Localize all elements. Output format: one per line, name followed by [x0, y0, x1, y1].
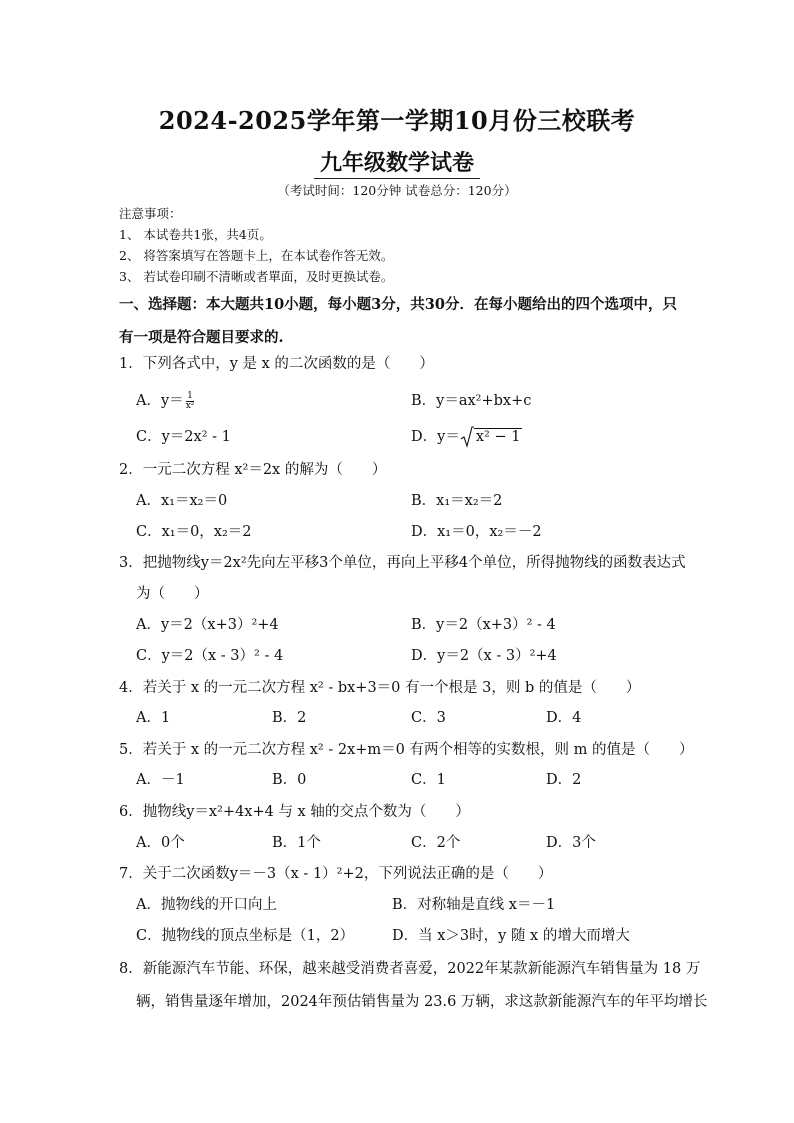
option-4c: C．3 [411, 710, 446, 726]
option-5c: C．1 [411, 772, 446, 788]
question-stem: 若关于 x 的一元二次方程 x² - 2x+m＝0 有两个相等的实数根，则 m 的值是（ ） [142, 742, 694, 758]
question-7 [119, 862, 552, 883]
option-2b: B．x₁＝x₂＝2 [411, 493, 503, 509]
notes-block [119, 203, 393, 287]
question-1 [119, 352, 434, 373]
question-number: 7． [119, 866, 143, 882]
option-6d: D．3个 [546, 835, 596, 851]
option-2d: D．x₁＝0，x₂＝－2 [411, 524, 542, 540]
option-1d [411, 425, 522, 448]
option-1b: B．y＝ax²+bx+c [411, 393, 532, 409]
exam-info: （考试时间：120分钟 试卷总分：120分） [277, 183, 517, 198]
question-5 [119, 738, 693, 759]
question-stem: 新能源汽车节能、环保，越来越受消费者喜爱，2022年某款新能源汽车销售量为 18 万 [142, 961, 701, 977]
question-8-stem-cont: 辆，销售量逐年增加，2024年预估销售量为 23.6 万辆，求这款新能源汽车的年平均增长 [136, 994, 708, 1010]
question-number: 8． [119, 961, 143, 977]
option-7b: B．对称轴是直线 x＝－1 [392, 897, 556, 913]
option-7a: A．抛物线的开口向上 [136, 897, 277, 913]
option-7d: D．当 x＞3时，y 随 x 的增大而增大 [392, 928, 630, 944]
option-2a: A．x₁＝x₂＝0 [136, 493, 228, 509]
section-heading: 一、选择题：本大题共10小题，每小题3分，共30分．在每小题给出的四个选项中，只有一项是符合题目要求的. [119, 296, 677, 346]
question-stem: 下列各式中，y 是 x 的二次函数的是（ ） [142, 356, 434, 372]
question-3 [119, 551, 686, 572]
option-5a: A．－1 [136, 772, 185, 788]
option-2c: C．x₁＝0，x₂＝2 [136, 524, 252, 540]
option-a-prefix: y＝ [160, 393, 184, 409]
option-3b: B．y＝2（x+3）² - 4 [411, 617, 556, 633]
question-2 [119, 458, 386, 479]
question-number: 3． [119, 555, 143, 571]
question-number: 6． [119, 804, 143, 820]
option-label: A． [136, 393, 161, 409]
option-7c: C．抛物线的顶点坐标是（1，2） [136, 928, 355, 944]
note-item: 2、 将答案填写在答题卡上，在本试卷作答无效。 [119, 248, 394, 263]
question-stem: 关于二次函数y＝－3（x - 1）²+2，下列说法正确的是（ ） [142, 866, 553, 882]
option-6a: A．0个 [136, 835, 185, 851]
fraction-numerator: 1 [187, 390, 193, 401]
option-3a: A．y＝2（x+3）²+4 [136, 617, 279, 633]
radical-sign-icon [460, 426, 474, 448]
question-stem: 把抛物线y＝2x²先向左平移3个单位，再向上平移4个单位，所得抛物线的函数表达式 [142, 555, 686, 571]
note-item: 1、 本试卷共1张，共4页。 [119, 227, 272, 242]
option-1c: C．y＝2x² - 1 [136, 429, 231, 445]
option-4b: B．2 [272, 710, 307, 726]
option-d-prefix: y＝ [437, 429, 460, 445]
fraction [186, 392, 195, 411]
question-stem: 抛物线y＝x²+4x+4 与 x 轴的交点个数为（ ） [142, 804, 470, 820]
question-6 [119, 800, 470, 821]
option-3d: D．y＝2（x - 3）²+4 [411, 648, 557, 664]
question-number: 5． [119, 742, 143, 758]
question-4 [119, 676, 640, 697]
note-item: 3、 若试卷印刷不清晰或者單面，及时更换试卷。 [119, 269, 394, 284]
option-4a: A．1 [136, 710, 171, 726]
option-6c: C．2个 [411, 835, 461, 851]
question-number: 2． [119, 462, 143, 478]
fraction-denominator: x² [185, 400, 195, 411]
question-stem: 若关于 x 的一元二次方程 x² - bx+3＝0 有一个根是 3，则 b 的值是（ ） [142, 680, 641, 696]
exam-title: 2024-2025学年第一学期10月份三校联考 [158, 106, 636, 135]
question-number: 1． [119, 356, 143, 372]
radicand: x² − 1 [475, 429, 521, 445]
option-1a [136, 389, 194, 411]
option-5b: B．0 [272, 772, 307, 788]
option-5d: D．2 [546, 772, 582, 788]
option-3c: C．y＝2（x - 3）² - 4 [136, 648, 284, 664]
notes-heading: 注意事项： [119, 206, 182, 221]
question-number: 4． [119, 680, 143, 696]
question-3-stem-cont: 为（ ） [136, 586, 209, 602]
question-8 [119, 957, 700, 978]
option-4d: D．4 [546, 710, 582, 726]
exam-subtitle [0, 146, 794, 177]
option-label: D． [411, 429, 438, 445]
option-6b: B．1个 [272, 835, 321, 851]
subtitle-text: 九年级数学试卷 [314, 150, 480, 179]
question-stem: 一元二次方程 x²＝2x 的解为（ ） [142, 462, 387, 478]
